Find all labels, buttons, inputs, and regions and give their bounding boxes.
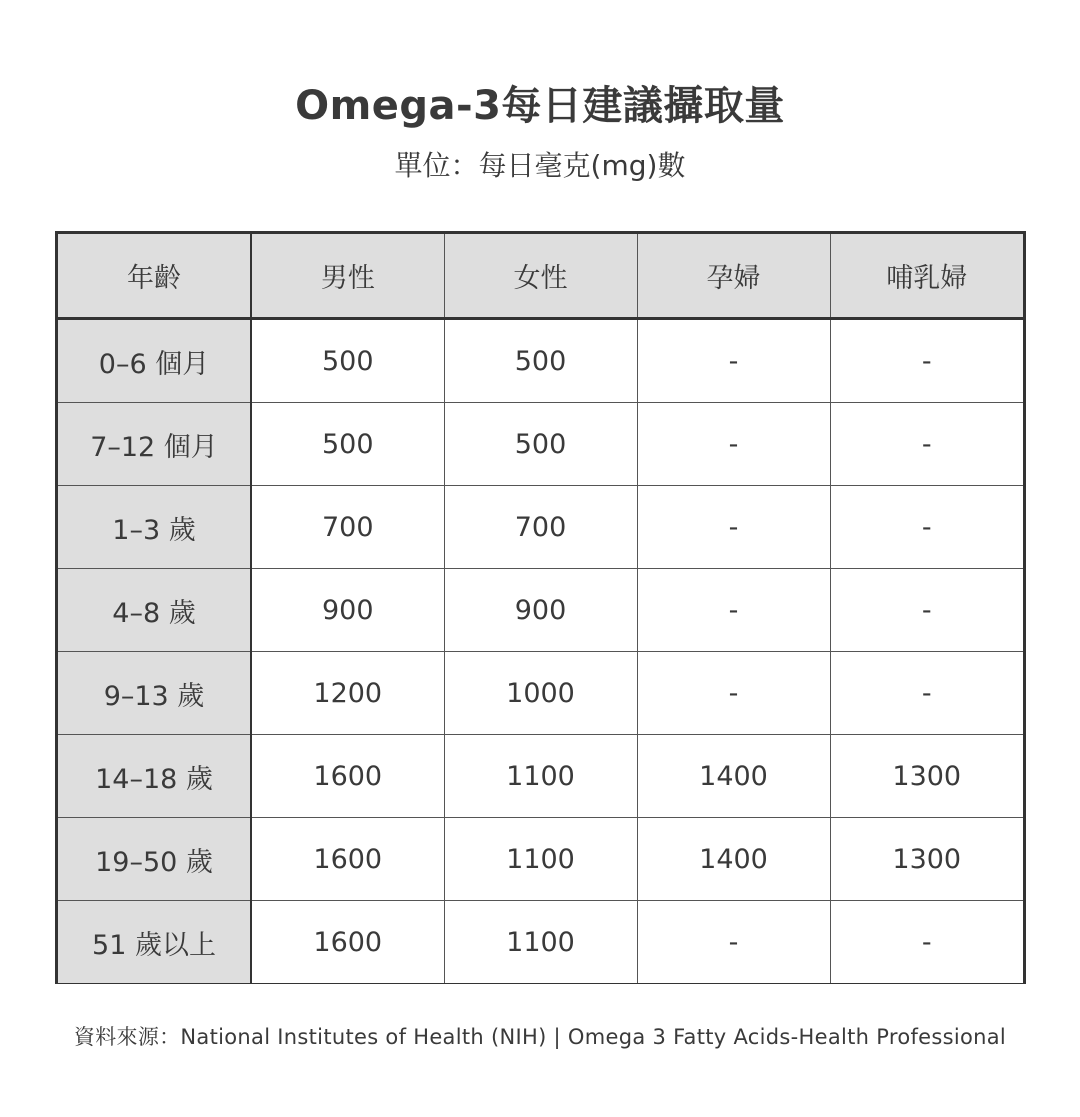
intake-table [55,231,1026,984]
age-cell: 51 歲以上 [58,901,251,984]
header-female: 女性 [444,234,637,319]
lactating-cell: - [830,319,1023,403]
lactating-cell: - [830,403,1023,486]
header-lactating: 哺乳婦 [830,234,1023,319]
male-cell: 500 [251,319,444,403]
male-cell: 900 [251,569,444,652]
table-row [58,818,1023,901]
pregnant-cell: - [637,486,830,569]
female-cell: 500 [444,403,637,486]
pregnant-cell: - [637,901,830,984]
female-cell: 1100 [444,735,637,818]
male-cell: 1600 [251,735,444,818]
source-citation: 資料來源：National Institutes of Health (NIH) | Omega 3 Fatty Acids-Health Professional [73,1025,1007,1049]
age-cell: 14–18 歲 [58,735,251,818]
age-cell: 7–12 個月 [58,403,251,486]
lactating-cell: 1300 [830,818,1023,901]
age-cell: 4–8 歲 [58,569,251,652]
female-cell: 500 [444,319,637,403]
table-row [58,569,1023,652]
female-cell: 1000 [444,652,637,735]
female-cell: 1100 [444,818,637,901]
pregnant-cell: 1400 [637,818,830,901]
table-row [58,319,1023,403]
pregnant-cell: - [637,319,830,403]
header-age: 年齡 [58,234,251,319]
table-row [58,901,1023,984]
male-cell: 1600 [251,901,444,984]
lactating-cell: - [830,901,1023,984]
age-cell: 9–13 歲 [58,652,251,735]
pregnant-cell: - [637,403,830,486]
male-cell: 700 [251,486,444,569]
header-male: 男性 [251,234,444,319]
lactating-cell: - [830,652,1023,735]
lactating-cell: - [830,569,1023,652]
table-row [58,486,1023,569]
male-cell: 500 [251,403,444,486]
male-cell: 1200 [251,652,444,735]
table-header-row [58,234,1023,319]
lactating-cell: 1300 [830,735,1023,818]
lactating-cell: - [830,486,1023,569]
female-cell: 700 [444,486,637,569]
male-cell: 1600 [251,818,444,901]
pregnant-cell: 1400 [637,735,830,818]
age-cell: 1–3 歲 [58,486,251,569]
table-row [58,735,1023,818]
age-cell: 0–6 個月 [58,319,251,403]
pregnant-cell: - [637,652,830,735]
pregnant-cell: - [637,569,830,652]
table-row [58,652,1023,735]
female-cell: 900 [444,569,637,652]
header-pregnant: 孕婦 [637,234,830,319]
age-cell: 19–50 歲 [58,818,251,901]
female-cell: 1100 [444,901,637,984]
table-row [58,403,1023,486]
page-title: Omega-3每日建議攝取量 [295,83,785,129]
unit-subtitle: 單位：每日毫克(mg)數 [394,149,686,182]
